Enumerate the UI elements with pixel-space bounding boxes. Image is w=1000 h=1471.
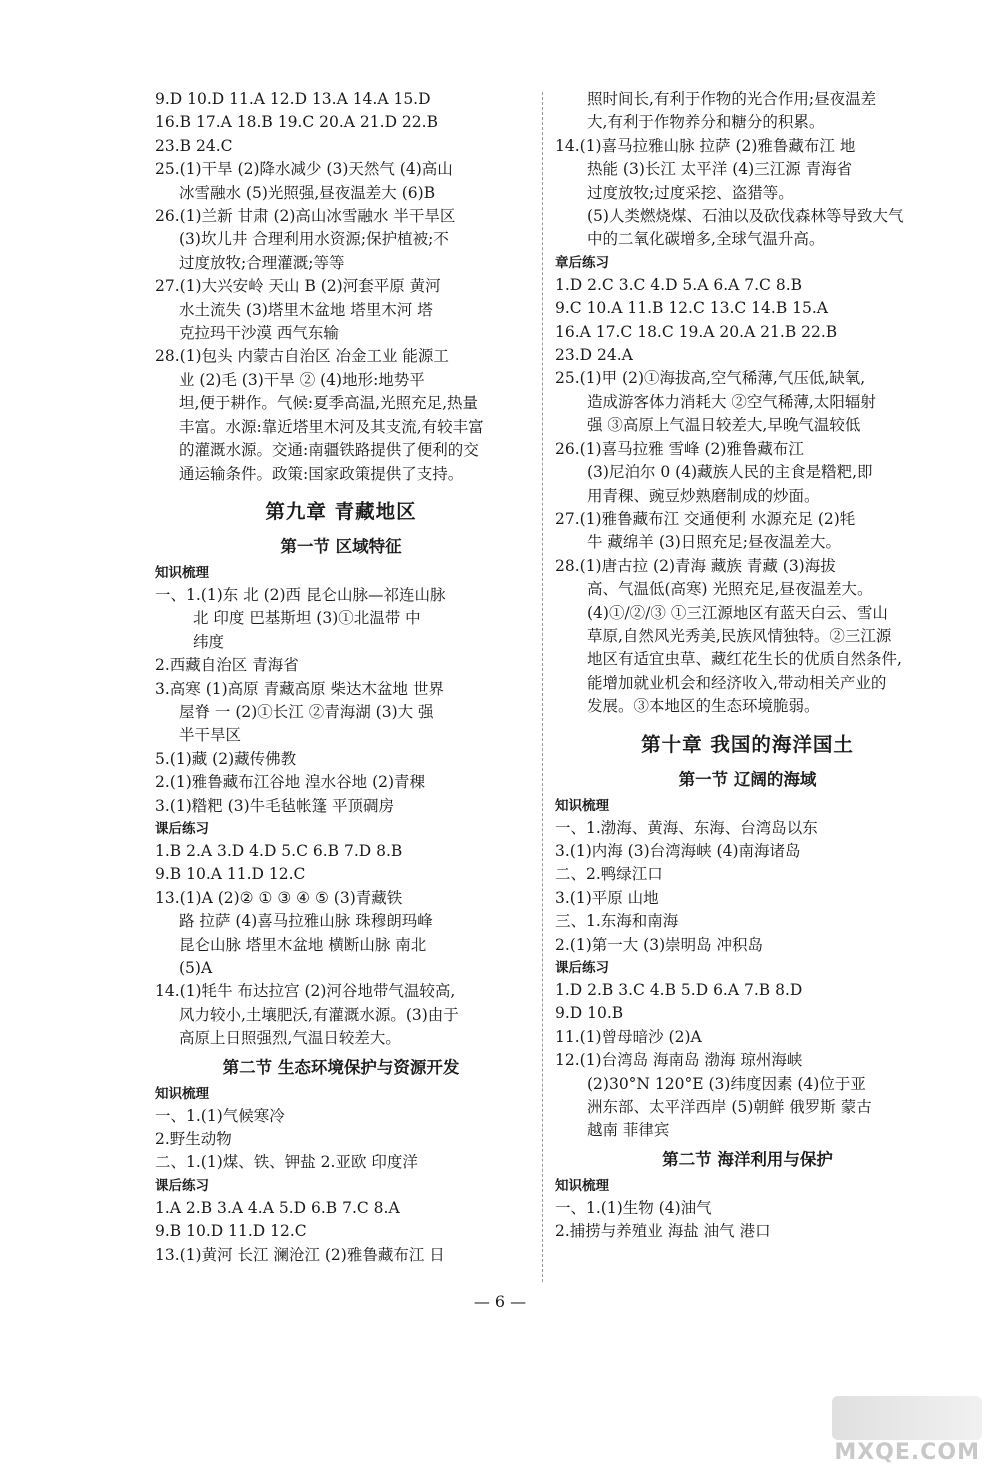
answer-line: 14.(1)喜马拉雅山脉 拉萨 (2)雅鲁藏布江 地 [555,136,856,155]
answer-line: 11.(1)曾母暗沙 (2)A [555,1027,702,1046]
answer-line: 25.(1)甲 (2)①海拔高,空气稀薄,气压低,缺氧, [555,369,866,388]
answer-line: 半干旱区 [179,726,242,745]
answer-line: 23.D 24.A [555,346,633,365]
answer-line: 3.(1)糌粑 (3)牛毛毡帐篷 平顶碉房 [155,796,395,815]
answer-line: 二、2.鸭绿江口 [555,865,663,884]
answer-line: 坦,便于耕作。气候:夏季高温,光照充足,热量 [179,394,479,413]
answer-line: 1.A 2.B 3.A 4.A 5.D 6.B 7.C 8.A [155,1198,400,1217]
answer-line: 16.A 17.C 18.C 19.A 20.A 21.B 22.B [555,322,838,341]
answer-line: 12.(1)台湾岛 海南岛 渤海 琼州海峡 [555,1051,803,1070]
answer-line: (5)A [179,959,213,977]
section-title: 第一节 辽阔的海域 [678,769,817,789]
answer-line: 牛 藏绵羊 (3)日照充足;昼夜温差大。 [587,533,842,552]
answer-line: 一、1.渤海、黄海、东海、台湾岛以东 [555,818,818,837]
answer-line: 能增加就业机会和经济收入,带动相关产业的 [587,673,887,692]
section-title: 第一节 区域特征 [280,536,402,556]
answer-line: 昆仑山脉 塔里木盆地 横断山脉 南北 [179,935,427,954]
answer-line: 冰雪融水 (5)光照强,昼夜温差大 (6)B [179,183,436,202]
answer-line: 三、1.东海和南海 [555,912,679,931]
answer-line: 高原上日照强烈,气温日较差大。 [179,1029,401,1048]
answer-line: 路 拉萨 (4)喜马拉雅山脉 珠穆朗玛峰 [179,912,433,931]
answer-line: 一、1.(1)东 北 (2)西 昆仑山脉—祁连山脉 [155,585,446,604]
answer-line: 9.C 10.A 11.B 12.C 13.C 14.B 15.A [555,299,828,318]
answer-line: (3)坎儿井 合理利用水资源;保护植被;不 [179,230,449,249]
answer-line: 2.西藏自治区 青海省 [155,656,299,675]
answer-line: (5)人类燃烧煤、石油以及砍伐森林等导致大气 [587,207,904,226]
answer-line: 造成游客体力消耗大 ②空气稀薄,太阳辐射 [587,392,876,411]
answer-line: 2.(1)雅鲁藏布江谷地 湟水谷地 (2)青稞 [155,773,426,792]
answer-line: 28.(1)唐古拉 (2)青海 藏族 青藏 (3)海拔 [555,556,836,575]
chapter-title: 第十章 我国的海洋国土 [641,732,854,756]
subheading: 知识梳理 [555,797,609,814]
answer-line: 通运输条件。政策:国家政策提供了支持。 [179,464,464,483]
answer-line: (3)尼泊尔 0 (4)藏族人民的主食是糌粑,即 [587,463,873,482]
answer-line: 丰富。水源:靠近塔里木河及其支流,有较丰富 [179,417,484,436]
answer-line: 13.(1)黄河 长江 澜沧江 (2)雅鲁藏布江 日 [155,1245,445,1264]
column-divider [542,92,543,1282]
answer-line: 3.高寒 (1)高原 青藏高原 柴达木盆地 世界 [155,679,444,698]
answer-line: 1.D 2.C 3.C 4.D 5.A 6.A 7.C 8.B [555,275,803,294]
answer-line: 1.D 2.B 3.C 4.B 5.D 6.A 7.B 8.D [555,981,803,999]
answer-line: 9.D 10.B [555,1004,624,1023]
answer-line: 屋脊 一 (2)①长江 ②青海湖 (3)大 强 [179,702,434,721]
right-column [555,88,940,1244]
answer-line: (2)30°N 120°E (3)纬度因素 (4)位于亚 [587,1074,866,1093]
answer-line: 26.(1)喜马拉雅 雪峰 (2)雅鲁藏布江 [555,439,804,458]
answer-line: 2.(1)第一大 (3)崇明岛 冲积岛 [555,935,764,954]
answer-line: (4)①/②/③ ①三江源地区有蓝天白云、雪山 [587,603,888,622]
answer-line: 9.B 10.A 11.D 12.C [155,865,306,884]
answer-line: 26.(1)兰新 甘肃 (2)高山冰雪融水 半干旱区 [155,207,456,226]
answer-line: 28.(1)包头 内蒙古自治区 冶金工业 能源工 [155,347,449,366]
page-number: — 6 — [473,1292,527,1311]
answer-line: 2.捕捞与养殖业 海盐 油气 港口 [555,1222,771,1241]
subheading: 课后练习 [155,820,209,837]
answer-line: 过度放牧;过度采挖、盗猎等。 [587,183,794,202]
answer-line: 16.B 17.A 18.B 19.C 20.A 21.D 22.B [155,113,438,132]
subheading: 课后练习 [555,960,609,976]
answer-line: 3.(1)内海 (3)台湾海峡 (4)南海诸岛 [555,841,801,860]
answer-line: 北 印度 巴基斯坦 (3)①北温带 中 [193,609,421,628]
watermark-url: MXQE.COM [834,1440,980,1465]
answer-line: 一、1.(1)生物 (4)油气 [555,1198,712,1217]
subheading: 知识梳理 [155,1085,209,1102]
answer-line: 纬度 [193,632,225,651]
answer-line: 水土流失 (3)塔里木盆地 塔里木河 塔 [179,300,433,319]
answer-line: 13.(1)A (2)② ① ③ ④ ⑤ (3)青藏铁 [155,888,403,907]
answer-line: 中的二氧化碳增多,全球气温升高。 [587,230,825,249]
answer-line: 越南 菲律宾 [587,1121,670,1140]
answer-line: 27.(1)雅鲁藏布江 交通便利 水源充足 (2)牦 [555,509,856,528]
answer-line: 14.(1)牦牛 布达拉宫 (2)河谷地带气温较高, [155,982,456,1001]
answer-line: 克拉玛干沙漠 西气东输 [179,324,339,343]
chapter-title: 第九章 青藏地区 [265,499,417,523]
watermark-logo-icon [832,1396,982,1440]
answer-line: 23.B 24.C [155,136,233,155]
subheading: 课后练习 [155,1177,209,1194]
section-title: 第二节 生态环境保护与资源开发 [222,1057,460,1077]
answer-line: 27.(1)大兴安岭 天山 B (2)河套平原 黄河 [155,277,441,296]
answer-line: 的灌溉水源。交通:南疆铁路提供了便利的交 [179,441,479,460]
answer-line: 大,有利于作物养分和糖分的积累。 [587,113,825,132]
section-title: 第二节 海洋利用与保护 [662,1149,833,1169]
answer-line: 过度放牧;合理灌溉;等等 [179,253,345,272]
answer-line: 用青稞、豌豆炒熟磨制成的炒面。 [587,486,820,505]
answer-line: 风力较小,土壤肥沃,有灌溉水源。(3)由于 [179,1005,459,1024]
answer-line: 洲东部、太平洋西岸 (5)朝鲜 俄罗斯 蒙古 [587,1098,872,1117]
answer-line: 强 ③高原上气温日较差大,早晚气温较低 [587,416,861,435]
answer-line: 草原,自然风光秀美,民族风情独特。②三江源 [587,626,892,645]
watermark [796,1396,986,1466]
answer-line: 照时间长,有利于作物的光合作用;昼夜温差 [587,90,877,108]
answer-line: 高、气温低(高寒) 光照充足,昼夜温差大。 [587,580,873,599]
answer-line: 热能 (3)长江 太平洋 (4)三江源 青海省 [587,160,853,179]
answer-line: 25.(1)干旱 (2)降水减少 (3)天然气 (4)高山 [155,160,453,179]
answer-line: 1.B 2.A 3.D 4.D 5.C 6.B 7.D 8.B [155,841,403,860]
subheading: 知识梳理 [155,564,209,581]
answer-line: 业 (2)毛 (3)干旱 ② (4)地形:地势平 [179,370,425,389]
answer-line: 9.B 10.D 11.D 12.C [155,1222,307,1241]
answer-line: 地区有适宜虫草、藏红花生长的优质自然条件, [587,650,902,669]
answer-line: 二、1.(1)煤、铁、钾盐 2.亚欧 印度洋 [155,1153,418,1172]
answer-line: 2.野生动物 [155,1130,232,1149]
answer-line: 一、1.(1)气候寒冷 [155,1106,285,1125]
answer-line: 9.D 10.D 11.A 12.D 13.A 14.A 15.D [155,90,431,108]
answer-line: 3.(1)平原 山地 [555,888,659,907]
subheading: 知识梳理 [555,1177,609,1194]
subheading: 章后练习 [555,254,609,271]
answer-line: 发展。③本地区的生态环境脆弱。 [587,697,820,716]
left-column [155,88,527,1267]
answer-line: 5.(1)藏 (2)藏传佛教 [155,749,297,768]
